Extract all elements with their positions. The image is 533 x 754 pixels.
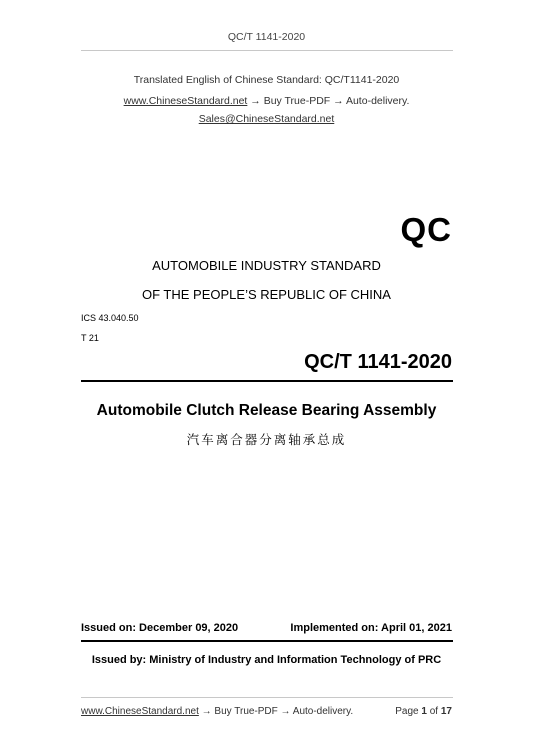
ics-code: ICS 43.040.50 bbox=[81, 313, 139, 323]
footer-rule bbox=[81, 697, 453, 698]
email-line bbox=[0, 112, 533, 126]
email-link[interactable]: Sales@ChineseStandard.net bbox=[198, 113, 335, 125]
page-word: Page bbox=[395, 706, 419, 717]
site-link[interactable]: www.ChineseStandard.net bbox=[123, 95, 248, 107]
delivery-line bbox=[0, 94, 533, 108]
standard-type-line2: OF THE PEOPLE’S REPUBLIC OF CHINA bbox=[142, 287, 391, 302]
standard-number: QC/T 1141-2020 bbox=[304, 351, 452, 373]
page-of: of bbox=[429, 706, 439, 717]
title-rule bbox=[81, 380, 453, 382]
issuing-authority: Issued by: Ministry of Industry and Information Technology of PRC bbox=[91, 654, 442, 666]
implemented-date: Implemented on: April 01, 2021 bbox=[290, 622, 452, 634]
running-header: QC/T 1141-2020 bbox=[227, 31, 306, 43]
footer-delivery-text: → Buy True-PDF → Auto-delivery. bbox=[198, 706, 354, 717]
header-rule bbox=[81, 50, 453, 51]
footer-site-link[interactable]: www.ChineseStandard.net bbox=[81, 706, 199, 717]
dates-rule bbox=[81, 640, 453, 642]
standard-type-line1: AUTOMOBILE INDUSTRY STANDARD bbox=[152, 258, 381, 273]
classification-code: T 21 bbox=[81, 333, 99, 343]
page-indicator bbox=[395, 706, 452, 717]
page-current: 1 bbox=[421, 706, 427, 717]
standard-mark: QC bbox=[400, 211, 452, 248]
translation-note: Translated English of Chinese Standard: QC/T1141-2020 bbox=[133, 74, 400, 86]
footer-left bbox=[81, 706, 353, 717]
title-chinese: 汽车离合器分离轴承总成 bbox=[186, 432, 347, 447]
title-english: Automobile Clutch Release Bearing Assembly bbox=[96, 402, 437, 419]
delivery-text: → Buy True-PDF → Auto-delivery. bbox=[247, 95, 410, 107]
issued-date: Issued on: December 09, 2020 bbox=[81, 622, 239, 634]
page-total: 17 bbox=[440, 706, 452, 717]
